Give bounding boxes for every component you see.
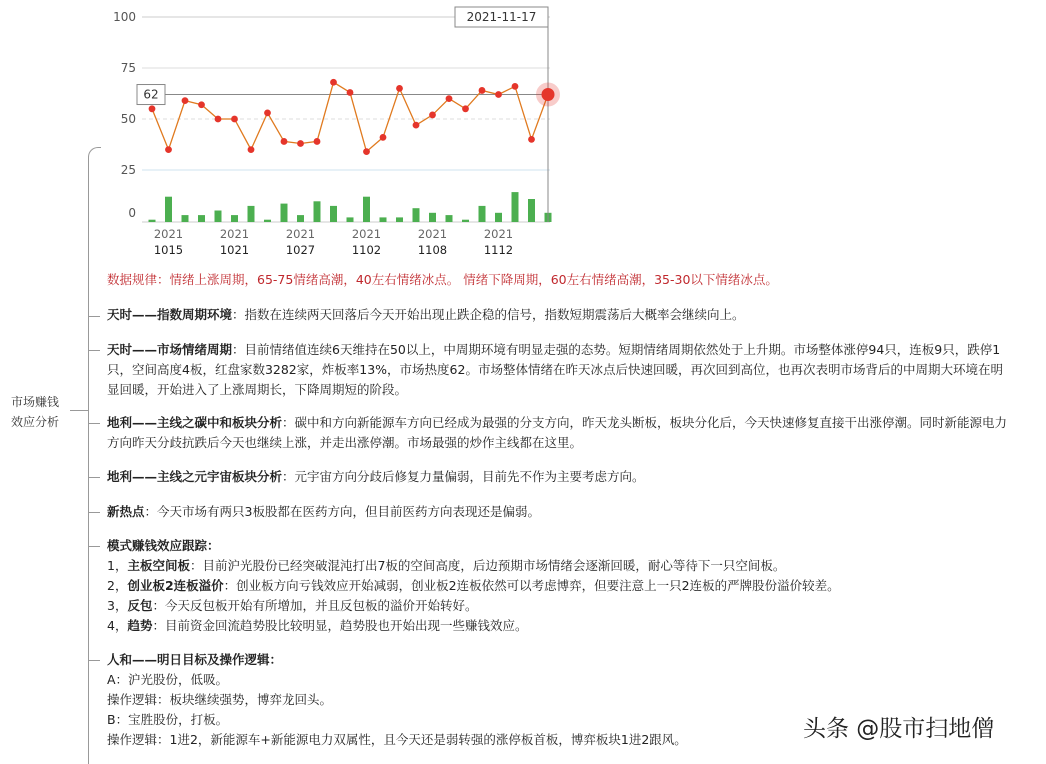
sentiment-point[interactable] bbox=[297, 140, 304, 147]
x-tick-year: 2021 bbox=[483, 227, 514, 241]
chart-grid bbox=[142, 17, 550, 222]
watermark: 头条 @股市扫地僧 bbox=[803, 716, 995, 742]
x-axis-labels bbox=[154, 227, 513, 257]
section-new-hotspot[interactable]: 新热点：今天市场有两只3板股都在医药方向，但目前医药方向表现还是偏弱。 bbox=[107, 504, 540, 519]
tooltip-date: 2021-11-17 bbox=[466, 10, 537, 24]
target-line: 操作逻辑：1进2，新能源车+新能源电力双属性，且今天还是弱转强的涨停板首板，博弈板块1进2跟风。 bbox=[107, 732, 687, 747]
target-line: A：沪光股份，低吸。 bbox=[107, 672, 229, 687]
section-mode-tracking[interactable]: 模式赚钱效应跟踪： 1，主板空间板：目前沪光股份已经突破混沌打出7板的空间高度，后边预期市场情绪会逐渐回暖，耐心等待下一只空间板。 2，创业板2连板溢价：创业板方向亏钱效应开始减弱，创业板2连板依然可以考虑博弈，但要注意上一只2连板的严牌股份溢价较差。 3，反包：今天反包板开始有所增加，并且反包板的溢价开始转好。 4，趋势：目前资金回流趋势股比较明显，趋势股也开始出现一些赚钱效应。 bbox=[107, 536, 1012, 636]
x-tick-date: 1021 bbox=[219, 243, 250, 257]
tooltip-value-box bbox=[137, 85, 165, 105]
volume-bars bbox=[149, 192, 552, 222]
y-tick-label: 25 bbox=[120, 163, 136, 177]
x-tick-date: 1102 bbox=[351, 243, 382, 257]
volume-bar[interactable] bbox=[413, 208, 420, 222]
sentiment-point[interactable] bbox=[479, 87, 486, 94]
section-metaverse[interactable]: 地利——主线之元宇宙板块分析：元宇宙方向分歧后修复力量偏弱，目前先不作为主要考虑方向。 bbox=[107, 469, 645, 484]
volume-bar[interactable] bbox=[314, 201, 321, 222]
sentiment-chart bbox=[110, 0, 570, 262]
volume-bar[interactable] bbox=[528, 199, 535, 222]
volume-bar[interactable] bbox=[495, 213, 502, 222]
sentiment-point[interactable] bbox=[462, 105, 469, 112]
volume-bar[interactable] bbox=[446, 215, 453, 222]
target-line: B：宝胜股份，打板。 bbox=[107, 712, 229, 727]
volume-bar[interactable] bbox=[363, 197, 370, 222]
y-axis-labels bbox=[113, 10, 136, 220]
x-tick-year: 2021 bbox=[219, 227, 250, 241]
volume-bar[interactable] bbox=[281, 204, 288, 222]
branch-line bbox=[88, 512, 100, 513]
volume-bar[interactable] bbox=[248, 206, 255, 222]
sentiment-point[interactable] bbox=[528, 136, 535, 143]
volume-bar[interactable] bbox=[231, 215, 238, 222]
volume-bar[interactable] bbox=[165, 197, 172, 222]
section-sentiment-cycle[interactable]: 天时——市场情绪周期：目前情绪值连续6天维持在50以上，中周期环境有明显走强的态势。短期情绪周期依然处于上升期。市场整体涨停94只，连板9只，跌停1只，空间高度4板，红盘家数3282家，炸板率13%，市场热度62。市场整体情绪在昨天冰点后快速回暖，再次回到高位，也再次表明市场背后的中周期大环境在明显回暖，开始进入了上涨周期长，下降周期短的阶段。 bbox=[107, 342, 1003, 397]
volume-bar[interactable] bbox=[264, 220, 271, 222]
data-rule-text: 数据规律：情绪上涨周期，65-75情绪高潮，40左右情绪冰点。 情绪下降周期，60左右情绪高潮，35-30以下情绪冰点。 bbox=[107, 272, 778, 287]
sentiment-point[interactable] bbox=[396, 85, 403, 92]
target-line: 操作逻辑：板块继续强势，博弈龙回头。 bbox=[107, 692, 333, 707]
volume-bar[interactable] bbox=[198, 215, 205, 222]
sentiment-point[interactable] bbox=[446, 95, 453, 102]
mode-item: 4，趋势：目前资金回流趋势股比较明显，趋势股也开始出现一些赚钱效应。 bbox=[107, 618, 528, 633]
branch-line bbox=[88, 423, 100, 424]
sentiment-point[interactable] bbox=[264, 109, 271, 116]
volume-bar[interactable] bbox=[396, 217, 403, 222]
volume-bar[interactable] bbox=[182, 215, 189, 222]
volume-bar[interactable] bbox=[297, 215, 304, 222]
x-tick-year: 2021 bbox=[285, 227, 316, 241]
sentiment-point[interactable] bbox=[182, 97, 189, 104]
branch-line bbox=[88, 546, 100, 547]
branch-line bbox=[88, 477, 100, 478]
sentiment-point[interactable] bbox=[347, 89, 354, 96]
volume-bar[interactable] bbox=[347, 217, 354, 222]
sentiment-point[interactable] bbox=[248, 146, 255, 153]
sentiment-point[interactable] bbox=[281, 138, 288, 145]
tooltip-date-box bbox=[455, 7, 548, 27]
section-tomorrow-targets[interactable]: 人和——明日目标及操作逻辑： A：沪光股份，低吸。 操作逻辑：板块继续强势，博弈龙回头。 B：宝胜股份，打板。 操作逻辑：1进2，新能源车+新能源电力双属性，且今天还是弱转强的涨停板首板，博弈板块1进2跟风。 bbox=[107, 650, 1012, 750]
connector-line bbox=[70, 410, 88, 411]
tooltip-value: 62 bbox=[143, 87, 159, 102]
section-carbon-neutral[interactable]: 地利——主线之碳中和板块分析：碳中和方向新能源车方向已经成为最强的分支方向，昨天龙头断板，板块分化后，今天快速修复直接干出涨停潮。同时新能源电力方向昨天分歧抗跌后今天也继续上涨，并走出涨停潮。市场最强的炒作主线都在这里。 bbox=[107, 415, 1008, 450]
volume-bar[interactable] bbox=[330, 206, 337, 222]
x-tick-date: 1112 bbox=[483, 243, 514, 257]
x-tick-date: 1027 bbox=[285, 243, 316, 257]
mode-item: 2，创业板2连板溢价：创业板方向亏钱效应开始减弱，创业板2连板依然可以考虑博弈，但要注意上一只2连板的严牌股份溢价较差。 bbox=[107, 578, 840, 593]
y-tick-label: 100 bbox=[113, 10, 136, 24]
topic-label[interactable]: 市场赚钱 效应分析 bbox=[10, 395, 59, 429]
branch-line bbox=[88, 316, 100, 317]
x-tick-year: 2021 bbox=[417, 227, 448, 241]
volume-bar[interactable] bbox=[149, 220, 156, 222]
volume-bar[interactable] bbox=[512, 192, 519, 222]
y-tick-label: 75 bbox=[120, 61, 136, 75]
branch-line bbox=[88, 660, 100, 661]
sentiment-point[interactable] bbox=[429, 112, 436, 119]
volume-bar[interactable] bbox=[380, 217, 387, 222]
sentiment-point[interactable] bbox=[330, 79, 337, 86]
volume-bar[interactable] bbox=[429, 213, 436, 222]
sentiment-point[interactable] bbox=[149, 105, 156, 112]
y-tick-label: 50 bbox=[120, 112, 136, 126]
bracket-line bbox=[88, 147, 101, 764]
branch-line bbox=[88, 350, 100, 351]
mode-item: 3，反包：今天反包板开始有所增加，并且反包板的溢价开始转好。 bbox=[107, 598, 478, 613]
mode-item: 1，主板空间板：目前沪光股份已经突破混沌打出7板的空间高度，后边预期市场情绪会逐渐回暖，耐心等待下一只空间板。 bbox=[107, 558, 786, 573]
section-index-env[interactable]: 天时——指数周期环境：指数在连续两天回落后今天开始出现止跌企稳的信号，指数短期震荡后大概率会继续向上。 bbox=[107, 307, 745, 322]
sentiment-point[interactable] bbox=[231, 116, 238, 123]
x-tick-date: 1108 bbox=[417, 243, 448, 257]
sentiment-point[interactable] bbox=[512, 83, 519, 90]
volume-bar[interactable] bbox=[479, 206, 486, 222]
y-tick-label: 0 bbox=[128, 206, 136, 220]
highlight-point[interactable] bbox=[542, 88, 555, 101]
sentiment-point[interactable] bbox=[380, 134, 387, 141]
sentiment-point[interactable] bbox=[198, 101, 205, 108]
sentiment-point[interactable] bbox=[165, 146, 172, 153]
sentiment-point[interactable] bbox=[495, 91, 502, 98]
volume-bar[interactable] bbox=[215, 211, 222, 223]
x-tick-year: 2021 bbox=[153, 227, 184, 241]
sentiment-points bbox=[149, 79, 560, 155]
sentiment-point[interactable] bbox=[363, 148, 370, 155]
x-tick-date: 1015 bbox=[153, 243, 184, 257]
sentiment-point[interactable] bbox=[215, 116, 222, 123]
volume-bar[interactable] bbox=[462, 220, 469, 222]
sentiment-point[interactable] bbox=[413, 122, 420, 129]
x-tick-year: 2021 bbox=[351, 227, 382, 241]
sentiment-point[interactable] bbox=[314, 138, 321, 145]
